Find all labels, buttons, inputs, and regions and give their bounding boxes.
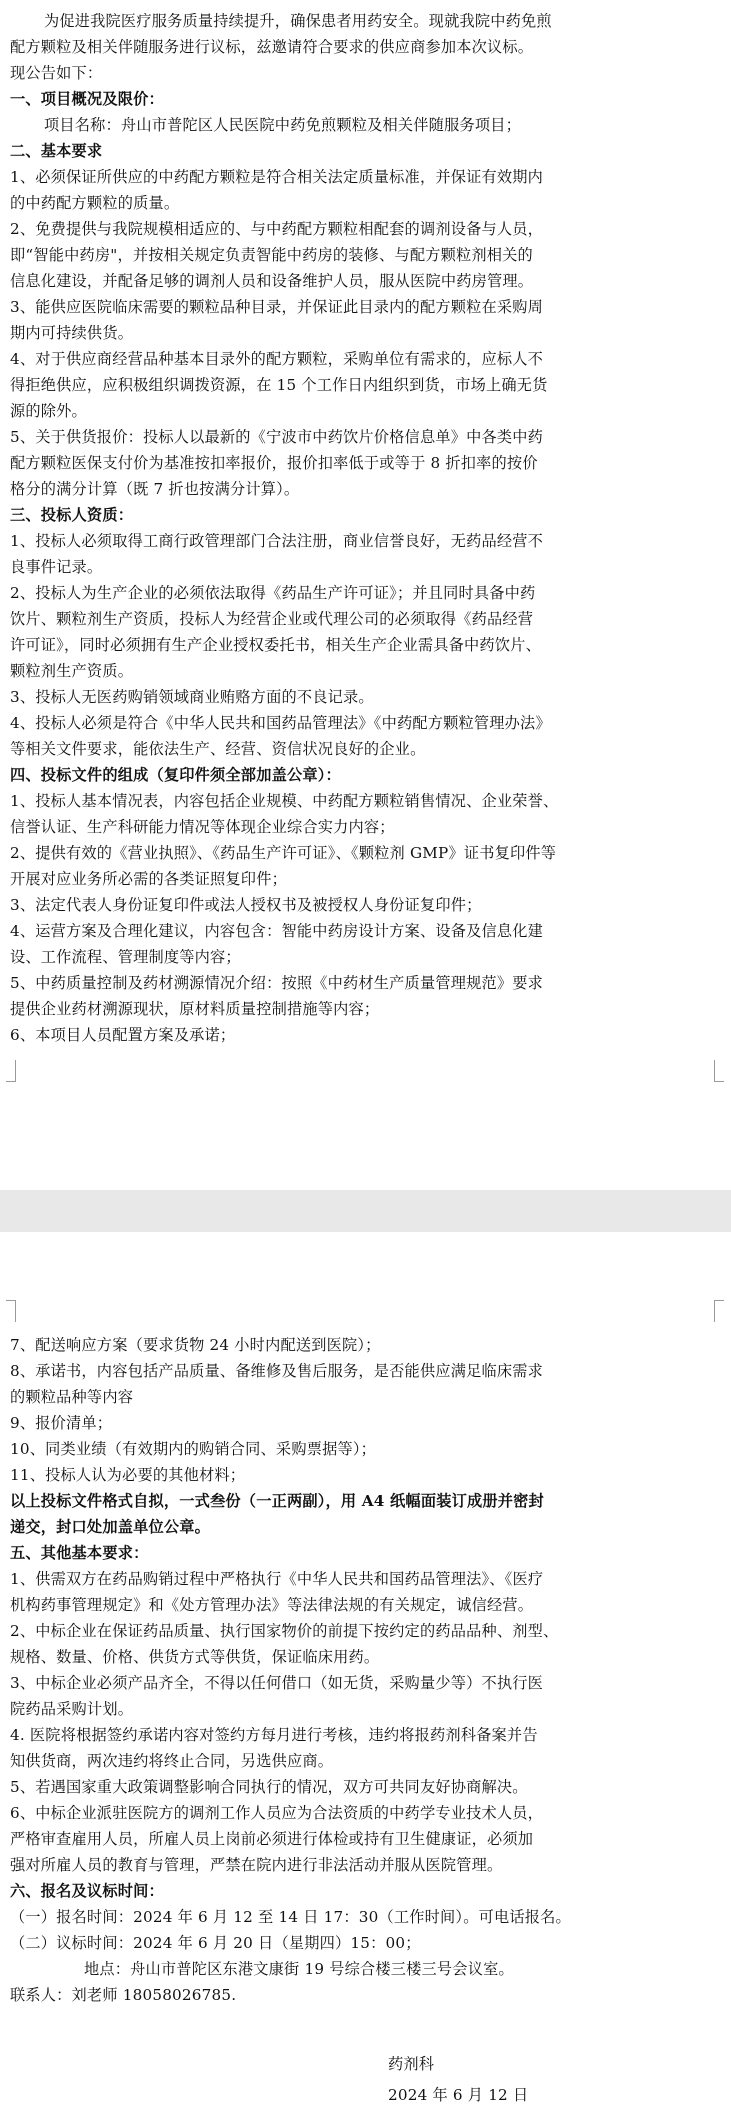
text-line: 5、中药质量控制及药材溯源情况介绍：按照《中药材生产质量管理规范》要求 [10, 974, 544, 992]
text-line: 10、同类业绩（有效期内的购销合同、采购票据等）； [10, 1440, 377, 1458]
page-corner-marker [714, 1060, 724, 1082]
page-corner-marker [714, 1300, 724, 1322]
text-line: 配方颗粒医保支付价为基准按扣率报价，报价扣率低于或等于 8 折扣率的按价 [10, 454, 538, 472]
text-line: 饮片、颗粒剂生产资质，投标人为经营企业或代理公司的必须取得《药品经营 [10, 610, 534, 628]
text-line: 3、法定代表人身份证复印件或法人授权书及被授权人身份证复印件； [10, 896, 482, 914]
text-line: 的中药配方颗粒的质量。 [10, 194, 180, 212]
text-line: 配方颗粒及相关伴随服务进行议标，兹邀请符合要求的供应商参加本次议标。 [10, 38, 534, 56]
text-line: 格分的满分计算（既 7 折也按满分计算）。 [10, 480, 300, 498]
text-line: 院药品采购计划。 [10, 1700, 134, 1718]
signature-date: 2024 年 6 月 12 日 [388, 2086, 529, 2104]
section-heading: 四、投标文件的组成（复印件须全部加盖公章）： [10, 766, 341, 784]
text-line: 信息化建设，并配备足够的调剂人员和设备维护人员，服从医院中药房管理。 [10, 272, 534, 290]
text-line: 2、中标企业在保证药品质量、执行国家物价的前提下按约定的药品品种、剂型、 [10, 1622, 559, 1640]
text-line: 知供货商，两次违约将终止合同，另选供应商。 [10, 1752, 334, 1770]
text-line: 颗粒剂生产资质。 [10, 662, 134, 680]
text-line: 强对所雇人员的教育与管理，严禁在院内进行非法活动并服从医院管理。 [10, 1856, 503, 1874]
document-page-2 [0, 1232, 731, 2127]
text-line: 即“智能中药房"，并按相关规定负责智能中药房的装修、与配方颗粒剂相关的 [10, 246, 533, 264]
text-line: 2、投标人为生产企业的必须依法取得《药品生产许可证》；并且同时具备中药 [10, 584, 536, 602]
text-line: 联系人：刘老师 18058026785. [10, 1986, 237, 2004]
text-line: （一）报名时间：2024 年 6 月 12 至 14 日 17：30（工作时间）。可电话报名。 [10, 1908, 571, 1926]
text-line: （二）议标时间：2024 年 6 月 20 日（星期四）15：00； [10, 1934, 421, 1952]
text-line: 11、投标人认为必要的其他材料； [10, 1466, 246, 1484]
text-line: 6、中标企业派驻医院方的调剂工作人员应为合法资质的中药学专业技术人员， [10, 1804, 544, 1822]
text-line: 7、配送响应方案（要求货物 24 小时内配送到医院）； [10, 1336, 381, 1354]
text-line: 等相关文件要求，能依法生产、经营、资信状况良好的企业。 [10, 740, 426, 758]
text-line: 9、报价清单； [10, 1414, 113, 1432]
text-line: 1、必须保证所供应的中药配方颗粒是符合相关法定质量标准，并保证有效期内 [10, 168, 544, 186]
text-line: 2、免费提供与我院规模相适应的、与中药配方颗粒相配套的调剂设备与人员， [10, 220, 544, 238]
text-line: 1、投标人必须取得工商行政管理部门合法注册，商业信誉良好，无药品经营不 [10, 532, 544, 550]
text-line: 项目名称：舟山市普陀区人民医院中药免煎颗粒及相关伴随服务项目； [44, 116, 522, 134]
text-line: 6、本项目人员配置方案及承诺； [10, 1026, 236, 1044]
text-line: 地点：舟山市普陀区东港文康街 19 号综合楼三楼三号会议室。 [84, 1960, 514, 1978]
text-line: 源的除外。 [10, 402, 87, 420]
text-line: 信誉认证、生产科研能力情况等体现企业综合实力内容； [10, 818, 395, 836]
text-line: 5、若遇国家重大政策调整影响合同执行的情况，双方可共同友好协商解决。 [10, 1778, 528, 1796]
text-line: 8、承诺书，内容包括产品质量、备维修及售后服务，是否能供应满足临床需求 [10, 1362, 544, 1380]
section-heading: 以上投标文件格式自拟，一式叁份（一正两副），用 A4 纸幅面装订成册并密封 [10, 1492, 544, 1510]
section-heading: 三、投标人资质： [10, 506, 134, 524]
text-line: 3、能供应医院临床需要的颗粒品种目录，并保证此目录内的配方颗粒在采购周 [10, 298, 544, 316]
text-line: 的颗粒品种等内容 [10, 1388, 134, 1406]
signature-department: 药剂科 [388, 2055, 435, 2073]
text-line: 1、供需双方在药品购销过程中严格执行《中华人民共和国药品管理法》、《医疗 [10, 1570, 544, 1588]
section-heading: 六、报名及议标时间： [10, 1882, 164, 1900]
text-line: 现公告如下： [10, 64, 103, 82]
section-heading: 五、其他基本要求： [10, 1544, 149, 1562]
text-line: 2、提供有效的《营业执照》、《药品生产许可证》、《颗粒剂 GMP》证书复印件等 [10, 844, 557, 862]
text-line: 规格、数量、价格、供货方式等供货，保证临床用药。 [10, 1648, 380, 1666]
text-line: 开展对应业务所必需的各类证照复印件； [10, 870, 287, 888]
text-line: 4. 医院将根据签约承诺内容对签约方每月进行考核，违约将报药剂科备案并告 [10, 1726, 538, 1744]
section-heading: 二、基本要求 [10, 142, 103, 160]
page-2-body [10, 1332, 722, 2008]
text-line: 为促进我院医疗服务质量持续提升，确保患者用药安全。现就我院中药免煎 [44, 12, 552, 30]
page-corner-marker [6, 1060, 16, 1082]
text-line: 得拒绝供应，应积极组织调拨资源，在 15 个工作日内组织到货，市场上确无货 [10, 376, 548, 394]
text-line: 3、中标企业必须产品齐全，不得以任何借口（如无货，采购量少等）不执行医 [10, 1674, 544, 1692]
text-line: 设、工作流程、管理制度等内容； [10, 948, 241, 966]
text-line: 3、投标人无医药购销领域商业贿赂方面的不良记录。 [10, 688, 374, 706]
text-line: 期内可持续供货。 [10, 324, 134, 342]
text-line: 机构药事管理规定》和《处方管理办法》等法律法规的有关规定，诚信经营。 [10, 1596, 534, 1614]
text-line: 1、投标人基本情况表，内容包括企业规模、中药配方颗粒销售情况、企业荣誉、 [10, 792, 559, 810]
text-line: 4、对于供应商经营品种基本目录外的配方颗粒，采购单位有需求的，应标人不 [10, 350, 544, 368]
section-heading: 一、项目概况及限价： [10, 90, 164, 108]
text-line: 4、投标人必须是符合《中华人民共和国药品管理法》《中药配方颗粒管理办法》 [10, 714, 551, 732]
page-1-body [10, 8, 722, 1048]
text-line: 提供企业药材溯源现状，原材料质量控制措施等内容； [10, 1000, 380, 1018]
text-line: 良事件记录。 [10, 558, 103, 576]
page-gap [0, 1190, 731, 1232]
text-line: 5、关于供货报价：投标人以最新的《宁波市中药饮片价格信息单》中各类中药 [10, 428, 544, 446]
section-heading: 递交，封口处加盖单位公章。 [10, 1518, 211, 1536]
text-line: 许可证》，同时必须拥有生产企业授权委托书，相关生产企业需具备中药饮片、 [10, 636, 541, 654]
text-line: 严格审查雇用人员，所雇人员上岗前必须进行体检或持有卫生健康证，必须加 [10, 1830, 534, 1848]
text-line: 4、运营方案及合理化建议，内容包含：智能中药房设计方案、设备及信息化建 [10, 922, 544, 940]
page-corner-marker [6, 1300, 16, 1322]
